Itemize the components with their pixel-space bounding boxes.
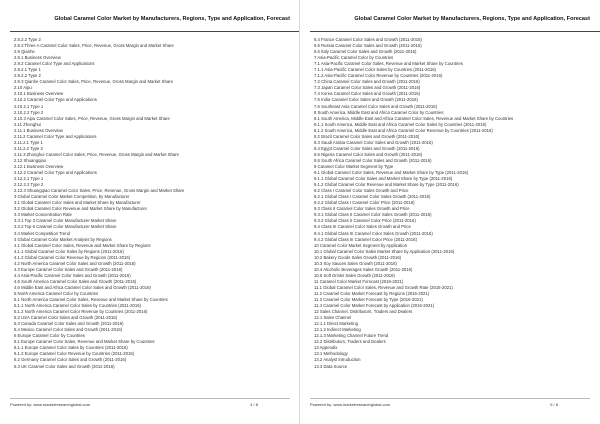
toc-entry: 9.2.1 Global Class I Caramel Color Sales Growth (2011-2016) [314,194,431,200]
toc-entry: 4.4 Asia-Pacific Caramel Color Sales and Growth (2011-2016) [14,272,131,278]
toc-entry: 8.1 South America, Middle East and Africa Caramel Color Sales, Revenue and Market Share by Countries [314,115,514,121]
toc-entry: 8.5 Nigeria Caramel Color Sales and Growth (2011-2016) [314,151,423,157]
toc-entry: 9.2 Class I Caramel Color Sales Growth and Price [314,188,409,194]
toc-entry: 2.10.1 Business Overview [14,91,64,97]
toc-entry: 4.2 North America Caramel Color Sales and Growth (2011-2016) [14,260,136,266]
footer-source-link[interactable]: Powered by: www.marketresearchglobal.com [10,402,91,407]
toc-entry: 2.10.2.2 Type 2 [14,109,44,115]
toc-entry: 6.5 Russia Caramel Color Sales and Growth (2011-2016) [314,43,422,49]
toc-entry: 7 Asia-Pacific Caramel Color by Countries [314,55,394,61]
header-rule [310,31,600,32]
table-of-contents [314,37,594,370]
footer-rule [10,398,290,399]
toc-entry: 3 Global Caramel Color Market Competition, by Manufacturer [14,194,130,200]
toc-entry: 4.3 Europe Caramel Color Sales and Growth (2011-2016) [14,266,123,272]
toc-entry: 6.1 Europe Caramel Color Sales, Revenue and Market Share by Countries [14,339,155,345]
toc-entry: 2.12.1 Business Overview [14,163,64,169]
toc-entry: 10.3 Soy Sauces Sales Growth (2011-2016) [314,260,397,266]
toc-entry: 13.3 Data Source [314,363,348,369]
toc-entry: 7.6 Southeast Asia Caramel Color Sales and Growth (2011-2016) [314,103,438,109]
toc-entry: 2.9.1 Business Overview [14,55,61,61]
toc-entry: 9.4.2 Global Class III Caramel Color Price (2011-2016) [314,236,417,242]
toc-entry: 5.3 Canada Caramel Color Sales and Growth (2011-2016) [14,321,124,327]
toc-entry: 3.1 Global Caramel Color Sales and Market Share by Manufacturer [14,200,141,206]
toc-entry: 8.4 Egypt Caramel Color Sales and Growth (2011-2016) [314,145,420,151]
toc-entry: 12.1 Sales Channel [314,315,352,321]
toc-entry: 7.1.2 Asia-Pacific Caramel Color Revenue by Countries (2011-2016) [314,73,443,79]
toc-entry: 5.2 USA Caramel Color Sales and Growth (2011-2016) [14,315,118,321]
toc-entry: 10.2 Bakery Goods Sales Growth (2011-2016) [314,254,402,260]
toc-entry: 3.3.1 Top 3 Caramel Color Manufacturer Market Share [14,218,117,224]
toc-entry: 7.3 Japan Caramel Color Sales and Growth (2011-2016) [314,85,421,91]
toc-entry: 2.11.1 Business Overview [14,127,63,133]
toc-entry: 9.3 Class II Caramel Color Sales Growth and Price [314,206,410,212]
toc-entry: 2.12.2 Caramel Color Type and Applications [14,170,97,176]
toc-entry: 2.10.3 Aipu Caramel Color Sales, Price, Revenue, Gross Margin and Market Share [14,115,170,121]
toc-entry: 10.1 Global Caramel Color Sales Market Share by Application (2011-2016) [314,248,455,254]
toc-entry: 6.2 Germany Caramel Color Sales and Growth (2011-2016) [14,357,127,363]
toc-entry: 4.1 Global Caramel Color Sales, Revenue and Market Share by Regions [14,242,151,248]
page-number: 4 / 8 [250,402,258,407]
toc-entry: 11 Caramel Color Market Forecast (2016-2021) [314,278,404,284]
toc-entry: 2.9 Qianhe [14,49,35,55]
toc-entry: 9.3.2 Global Class II Caramel Color Price (2011-2016) [314,218,416,224]
toc-entry: 8.6 South Africa Caramel Color Sales and Growth (2011-2016) [314,157,432,163]
toc-entry: 2.10 Aipu [14,85,32,91]
toc-entry: 2.11.2 Caramel Color Type and Applications [14,133,97,139]
toc-entry: 2.8.3 Three A Caramel Color Sales, Price, Revenue, Gross Margin and Market Share [14,43,174,49]
toc-entry: 5.4 Mexico Caramel Color Sales and Growth (2011-2016) [14,327,123,333]
toc-entry: 12 Sales Channel, Distributors, Traders and Dealers [314,309,413,315]
toc-entry: 12.1.1 Direct Marketing [314,321,358,327]
toc-entry: 13.2 Analyst Introduction [314,357,361,363]
toc-entry: 3.3 Market Concentration Rate [14,212,72,218]
toc-entry: 11.2 Caramel Color Market Forecast by Regions (2016-2021) [314,290,430,296]
toc-entry: 3.2 Global Caramel Color Revenue and Market Share by Manufacturer [14,206,147,212]
toc-entry: 6.3 UK Caramel Color Sales and Growth (2011-2016) [14,363,115,369]
toc-entry: 8.1.2 South America, Middle East and Africa Caramel Color Revenue by Countries (2011-2016) [314,127,493,133]
toc-entry: 13.1 Methodology [314,351,348,357]
toc-entry: 11.1 Global Caramel Color Sales, Revenue and Growth Rate (2016-2021) [314,284,453,290]
toc-entry: 2.8.2.2 Type 2 [14,37,41,42]
toc-entry: 7.4 Korea Caramel Color Sales and Growth (2011-2016) [314,91,420,97]
toc-entry: 2.11 Zhonghui [14,121,41,127]
toc-entry: 6.1.1 Europe Caramel Color Sales by Countries (2011-2016) [14,345,128,351]
toc-entry: 13 Appendix [314,345,338,351]
toc-entry: 2.11.2.2 Type 2 [14,145,43,151]
toc-entry: 5.1.1 North America Caramel Color Sales by Countries (2011-2016) [14,303,142,309]
toc-entry: 9.3.1 Global Class II Caramel Color Sales Growth (2011-2016) [314,212,432,218]
toc-entry: 2.10.2.1 Type 1 [14,103,44,109]
toc-entry: 7.2 China Caramel Color Sales and Growth (2011-2016) [314,79,420,85]
toc-entry: 4.6 Middle East and Africa Caramel Color Sales and Growth (2011-2016) [14,284,151,290]
toc-entry: 3.3.2 Top 6 Caramel Color Manufacturer Market Share [14,224,117,230]
page-header-title: Global Caramel Color Market by Manufacturers, Regions, Type and Application, Forecast [354,16,590,22]
toc-entry: 6.1.2 Europe Caramel Color Revenue by Countries (2011-2016) [14,351,135,357]
toc-entry: 2.12 Shuangqiao [14,157,47,163]
toc-entry: 2.9.3 Qianhe Caramel Color Sales, Price, Revenue, Gross Margin and Market Share [14,79,173,85]
toc-entry: 6.4 France Caramel Color Sales and Growth (2011-2016) [314,37,422,42]
toc-entry: 4.5 South America Caramel Color Sales and Growth (2011-2016) [14,278,137,284]
toc-entry: 9.4 Class III Caramel Color Sales Growth and Price [314,224,411,230]
toc-entry: 9 Caramel Color Market Segment by Type [314,163,394,169]
toc-entry: 2.11.2.1 Type 1 [14,139,43,145]
toc-entry: 9.1.1 Global Caramel Color Sales and Market Share by Type (2011-2016) [314,176,453,182]
toc-entry: 2.9.2.1 Type 1 [14,67,41,73]
toc-entry: 11.3 Caramel Color Market Forecast by Type (2016-2021) [314,297,423,303]
toc-entry: 2.9.2.2 Type 2 [14,73,41,79]
toc-entry: 7.5 India Caramel Color Sales and Growth (2011-2016) [314,97,418,103]
toc-entry: 4.1.1 Global Caramel Color Sales by Regions (2011-2016) [14,248,124,254]
report-page-right [300,0,600,424]
toc-entry: 2.10.2 Caramel Color Type and Applications [14,97,97,103]
header-rule [10,31,300,32]
footer-rule [310,398,590,399]
page-header-title: Global Caramel Color Market by Manufacturers, Regions, Type and Application, Forecast [54,16,290,22]
toc-entry: 4 Global Caramel Color Market Analysis by Regions [14,236,112,242]
toc-entry: 9.2.2 Global Class I Caramel Color Price (2011-2016) [314,200,415,206]
toc-entry: 10.4 Alcoholic Beverages Sales Growth (2011-2016) [314,266,413,272]
toc-entry: 8 South America, Middle East and Africa Caramel Color by Countries [314,109,444,115]
toc-entry: 9.4.1 Global Class III Caramel Color Sales Growth (2011-2016) [314,230,433,236]
toc-entry: 7.1 Asia-Pacific Caramel Color Sales, Revenue and Market Share by Countries [314,61,463,67]
toc-entry: 10.5 Soft Drinks Sales Growth (2011-2016) [314,272,395,278]
toc-entry: 12.1.2 Indirect Marketing [314,327,361,333]
toc-entry: 3.4 Market Competition Trend [14,230,70,236]
toc-entry: 7.1.1 Asia-Pacific Caramel Color Sales by Countries (2011-2016) [314,67,437,73]
toc-entry: 5 North America Caramel Color by Countries [14,290,99,296]
toc-entry: 8.2 Brazil Caramel Color Sales and Growth (2011-2016) [314,133,420,139]
toc-entry: 4.1.2 Global Caramel Color Revenue by Regions (2011-2016) [14,254,131,260]
page-number: 5 / 8 [550,402,558,407]
toc-entry: 9.1 Global Caramel Color Sales, Revenue and Market Share by Type (2011-2016) [314,170,469,176]
table-of-contents [14,37,294,370]
footer-source-link[interactable]: Powered by: www.marketresearchglobal.com [310,402,391,407]
toc-entry: 6.6 Italy Caramel Color Sales and Growth (2011-2016) [314,49,417,55]
toc-entry: 12.2 Distributors, Traders and Dealers [314,339,386,345]
toc-entry: 9.1.2 Global Caramel Color Revenue and Market Share by Type (2011-2016) [314,182,459,188]
toc-entry: 10 Caramel Color Market Segment by Application [314,242,408,248]
toc-entry: 8.3 Saudi Arabia Caramel Color Sales and Growth (2011-2016) [314,139,433,145]
toc-entry: 11.4 Caramel Color Market Forecast by Application (2016-2021) [314,303,435,309]
toc-entry: 8.1.1 South America, Middle East and Africa Caramel Color Sales by Countries (2011-2016) [314,121,487,127]
toc-entry: 2.9.2 Caramel Color Type and Applications [14,61,95,67]
toc-entry: 6 Europe Caramel Color by Countries [14,333,85,339]
toc-entry: 5.1 North America Caramel Color Sales, Revenue and Market Share by Countries [14,297,168,303]
toc-entry: 5.1.2 North America Caramel Color Revenue by Countries (2011-2016) [14,309,148,315]
toc-entry: 2.12.3 Shuangqiao Caramel Color Sales, Price, Revenue, Gross Margin and Market Share [14,188,185,194]
toc-entry: 12.1.3 Marketing Channel Future Trend [314,333,389,339]
toc-entry: 2.12.2.2 Type 2 [14,182,44,188]
toc-entry: 2.12.2.1 Type 1 [14,176,44,182]
toc-entry: 2.11.3 Zhonghui Caramel Color Sales, Price, Revenue, Gross Margin and Market Share [14,151,180,157]
